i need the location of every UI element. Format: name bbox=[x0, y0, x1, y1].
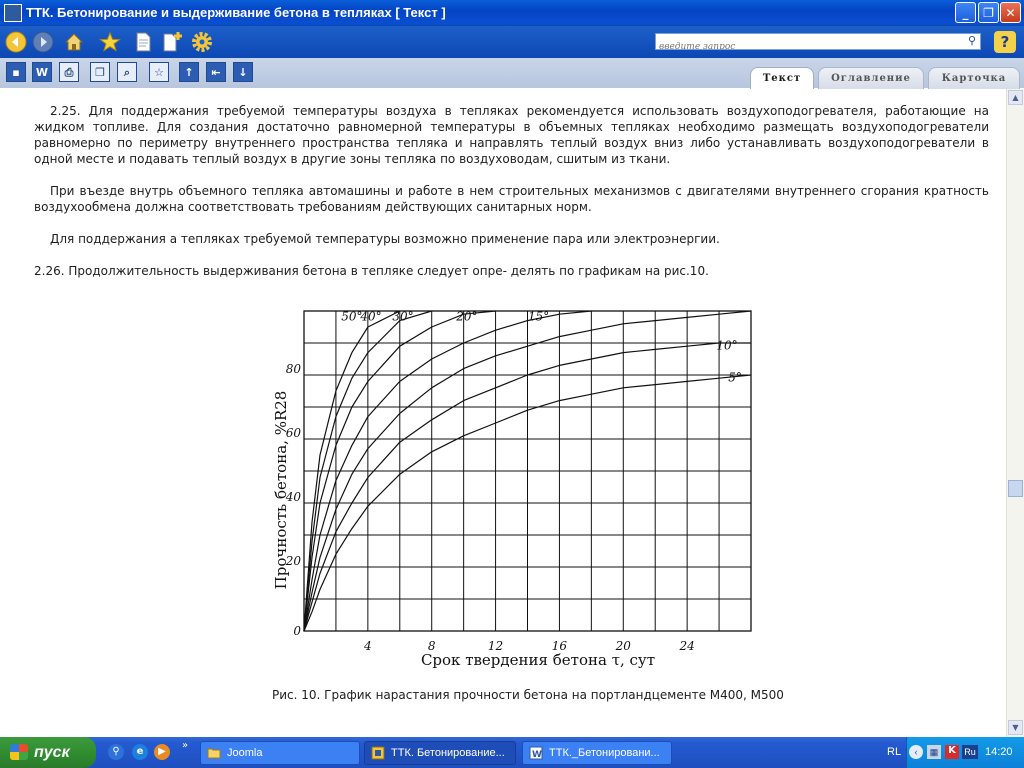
help-icon[interactable]: ? bbox=[994, 31, 1016, 53]
window-title: ТТК. Бетонирование и выдерживание бетона в тепляках [ Текст ] bbox=[26, 5, 446, 20]
tray-expand-icon[interactable]: ‹ bbox=[909, 745, 923, 759]
back-icon[interactable] bbox=[4, 30, 28, 54]
strength-chart bbox=[262, 301, 782, 671]
maximize-button[interactable]: ❐ bbox=[978, 2, 999, 23]
chart-grid bbox=[304, 311, 751, 631]
y-tick-label: 20 bbox=[285, 554, 301, 568]
start-label: пуск bbox=[34, 744, 70, 761]
keyboard-layout-indicator[interactable]: Ru bbox=[962, 745, 978, 759]
task-label: ТТК._Бетонировани... bbox=[549, 747, 660, 759]
task-label: Joomla bbox=[227, 747, 263, 759]
clock: 14:20 bbox=[985, 746, 1013, 758]
scroll-up-arrow-icon[interactable]: ▲ bbox=[1008, 90, 1023, 105]
bookmark-star-icon[interactable]: ☆ bbox=[149, 62, 169, 82]
save-icon[interactable]: ▪ bbox=[6, 62, 26, 82]
series-label: 15° bbox=[528, 309, 550, 324]
document-content bbox=[0, 89, 1006, 737]
home-icon[interactable] bbox=[62, 30, 86, 54]
scroll-down-icon[interactable]: ↓ bbox=[233, 62, 253, 82]
vertical-scrollbar[interactable] bbox=[1006, 89, 1024, 737]
preview-icon[interactable]: ⌕ bbox=[117, 62, 137, 82]
scroll-up-icon[interactable]: ↑ bbox=[179, 62, 199, 82]
favorites-star-icon[interactable] bbox=[98, 30, 122, 54]
forward-icon[interactable] bbox=[31, 30, 55, 54]
scroll-thumb[interactable] bbox=[1008, 480, 1023, 497]
task-ttk-text[interactable] bbox=[364, 741, 516, 765]
paragraph-2-25: 2.25. Для поддержания требуемой температуры воздуха в тепляках рекомендуется использовать воздухоподогревателя, работающие на жидком топливе. Для создания достаточно равномерной температуры в объемных тепляках необходимо размещать воздухоподогреватели равномерно по периметру внутреннего пространства тепляка и направлять теплый воздух вниз либо устанавливать воздухоподогреватели в одной месте и подавать теплый воздух в другие зоны тепляка по воздуховодам, сшитым из ткани. bbox=[34, 104, 989, 166]
series-label: 5° bbox=[728, 370, 742, 385]
tab-contents[interactable]: Оглавление bbox=[818, 67, 924, 89]
search-input[interactable] bbox=[656, 39, 952, 55]
series-label: 30° bbox=[392, 309, 414, 324]
y-tick-label: 60 bbox=[285, 426, 301, 440]
x-tick-label: 16 bbox=[551, 639, 568, 653]
series-label: 40° bbox=[360, 309, 382, 324]
close-button[interactable]: ✕ bbox=[1000, 2, 1021, 23]
chart-x-label: Срок твердения бетона τ, сут bbox=[420, 651, 656, 669]
y-tick-label: 80 bbox=[285, 362, 301, 376]
scroll-down-arrow-icon[interactable]: ▼ bbox=[1008, 720, 1023, 735]
x-tick-label: 12 bbox=[487, 639, 504, 653]
chart-ticks bbox=[285, 362, 695, 653]
series-label: 20° bbox=[456, 309, 478, 324]
copy-icon[interactable]: ❐ bbox=[90, 62, 110, 82]
start-button[interactable] bbox=[0, 737, 96, 768]
antivirus-icon[interactable]: K bbox=[945, 745, 959, 759]
task-label: ТТК. Бетонирование... bbox=[391, 747, 505, 759]
series-label: 50° bbox=[341, 309, 363, 324]
language-indicator[interactable]: RL bbox=[887, 746, 902, 758]
tab-card[interactable]: Карточка bbox=[928, 67, 1020, 89]
search-icon[interactable]: ⚲ bbox=[967, 34, 976, 47]
title-bar bbox=[0, 0, 1024, 26]
settings-gear-icon[interactable] bbox=[190, 30, 214, 54]
minimize-button[interactable]: _ bbox=[955, 2, 976, 23]
add-document-icon[interactable] bbox=[160, 30, 184, 54]
paragraph-steam: Для поддержания а тепляках требуемой температуры возможно применение пара или электроэнергии. bbox=[50, 232, 720, 246]
task-ttk-doc[interactable] bbox=[522, 741, 672, 765]
paragraph-2-26: 2.26. Продолжительность выдерживания бетона в тепляке следует опре- делять по графикам на рис.10. bbox=[34, 264, 709, 278]
chart-y-label: Прочность бетона, %R28 bbox=[272, 390, 290, 590]
figure-caption: Рис. 10. График нарастания прочности бетона на портландцементе М400, М500 bbox=[272, 688, 784, 702]
navigate-back-icon[interactable]: ⇤ bbox=[206, 62, 226, 82]
task-joomla[interactable] bbox=[200, 741, 360, 765]
x-tick-label: 8 bbox=[427, 639, 436, 653]
paragraph-vehicles: При въезде внутрь объемного тепляка автомашины и работе в нем строительных механизмов с двигателями внутреннего сгорания кратность воздухообмена должна соответствовать требованиям действующих санитарных норм. bbox=[34, 184, 989, 214]
app-icon bbox=[4, 4, 22, 22]
x-tick-label: 24 bbox=[679, 639, 695, 653]
quicklaunch-search-icon[interactable]: ⚲ bbox=[108, 744, 124, 760]
y-tick-label: 40 bbox=[285, 490, 301, 504]
windows-flag-icon bbox=[10, 744, 28, 760]
svg-text:W: W bbox=[532, 750, 542, 760]
word-export-icon[interactable]: W bbox=[32, 62, 52, 82]
quicklaunch-media-icon[interactable]: ▶ bbox=[154, 744, 170, 760]
quicklaunch-more-icon[interactable]: » bbox=[182, 740, 189, 751]
document-icon[interactable] bbox=[131, 30, 155, 54]
x-tick-label: 20 bbox=[615, 639, 631, 653]
tab-text[interactable]: Текст bbox=[750, 67, 814, 90]
network-icon[interactable]: ▦ bbox=[927, 745, 941, 759]
series-label: 10° bbox=[716, 338, 738, 353]
system-tray bbox=[887, 737, 1024, 768]
x-tick-label: 4 bbox=[364, 639, 372, 653]
search-box[interactable] bbox=[655, 33, 981, 50]
y-tick-label: 0 bbox=[293, 624, 301, 638]
print-icon[interactable]: ⎙ bbox=[59, 62, 79, 82]
quicklaunch-ie-icon[interactable]: e bbox=[132, 744, 148, 760]
